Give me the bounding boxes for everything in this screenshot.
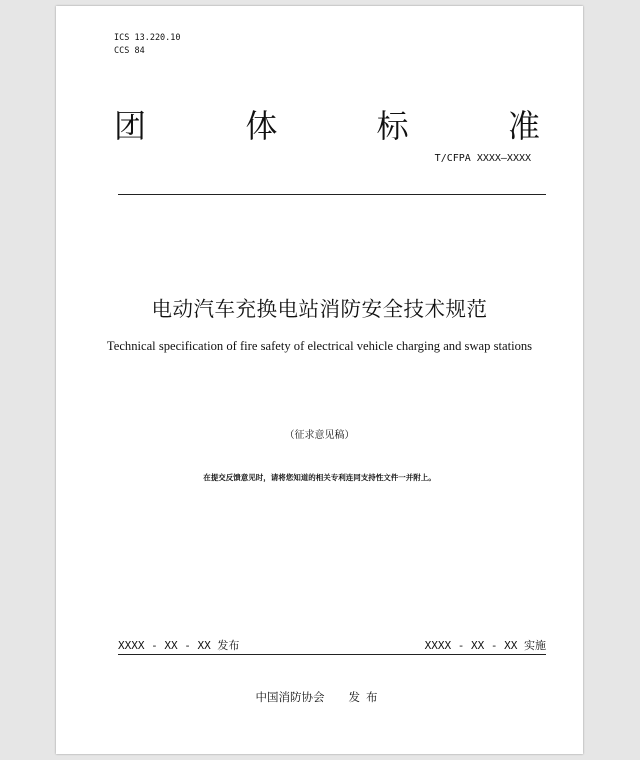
ics-code: ICS 13.220.10 (114, 33, 181, 43)
document-page (56, 6, 583, 754)
title-english: Technical specification of fire safety of electrical vehicle charging and swap stations (106, 339, 533, 353)
issuer-name: 中国消防协会 (255, 690, 325, 704)
standard-type-char: 标 (376, 107, 409, 145)
standard-type-char: 准 (507, 107, 540, 145)
draft-label: （征求意见稿） (284, 430, 355, 441)
implement-date: XXXX - XX - XX 实施 (424, 639, 546, 652)
standard-type-char: 团 (114, 107, 147, 145)
issuer-line (56, 689, 583, 705)
standard-type-title (114, 106, 540, 146)
top-divider (118, 194, 546, 195)
submission-note: 在提交反馈意见时，请将您知道的相关专利连同支持性文件一并附上。 (203, 473, 436, 482)
issue-verb: 发布 (348, 690, 384, 704)
ccs-code: CCS 84 (114, 46, 145, 56)
standard-type-char: 体 (245, 107, 278, 145)
bottom-divider (118, 654, 546, 655)
publish-date: XXXX - XX - XX 发布 (118, 639, 240, 652)
standard-number: T/CFPA XXXX—XXXX (434, 153, 531, 164)
title-chinese: 电动汽车充换电站消防安全技术规范 (151, 297, 488, 321)
